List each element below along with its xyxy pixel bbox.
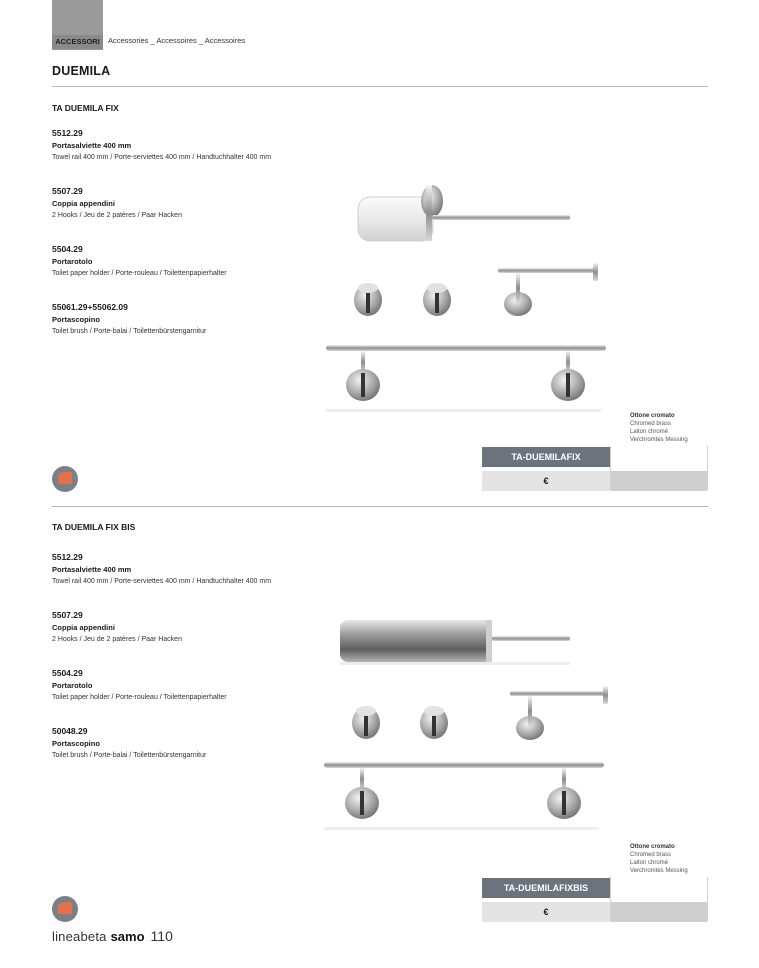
table-divider — [707, 446, 708, 490]
list-item — [52, 668, 352, 701]
item-name: Coppia appendini — [52, 199, 115, 208]
finish-fr: Laiton chromé — [630, 429, 669, 435]
item-code: 55061.29+55062.09 — [52, 302, 128, 312]
item-code: 5507.29 — [52, 610, 83, 620]
item-description: Towel rail 400 mm / Porte-serviettes 400 mm / Handtuchhalter 400 mm — [52, 154, 272, 161]
item-name: Portasalviette 400 mm — [52, 141, 132, 150]
category-subtitle: Accessories _ Accessoires _ Accessoires — [108, 36, 246, 45]
price-cell: € — [482, 471, 610, 491]
item-name: Portarotolo — [52, 257, 93, 266]
finish-title: Ottone cromato — [630, 413, 675, 419]
item-code: 5504.29 — [52, 668, 83, 678]
product-image-fix — [320, 175, 620, 420]
set-code-header: TA-DUEMILAFIX — [482, 447, 610, 467]
finish-de: Verchromtes Messing — [630, 437, 688, 443]
finish-fr: Laiton chromé — [630, 860, 669, 866]
table-divider — [707, 877, 708, 921]
brand-samo: samo — [110, 929, 145, 944]
section-title-2: TA DUEMILA FIX BIS — [52, 522, 136, 532]
item-code: 5512.29 — [52, 552, 83, 562]
list-item — [52, 302, 352, 335]
item-description: 2 Hooks / Jeu de 2 patères / Paar Hacken — [52, 636, 182, 643]
list-item — [52, 726, 352, 759]
brand-badge-icon — [52, 896, 78, 922]
section-title-1: TA DUEMILA FIX — [52, 103, 119, 113]
item-name: Portasalviette 400 mm — [52, 565, 132, 574]
item-description: Toilet paper holder / Porte-rouleau / Toilettenpapierhalter — [52, 694, 227, 701]
finish-de: Verchromtes Messing — [630, 868, 688, 874]
item-description: 2 Hooks / Jeu de 2 patères / Paar Hacken — [52, 212, 182, 219]
list-item — [52, 244, 352, 277]
finish-title: Ottone cromato — [630, 844, 675, 850]
item-description: Towel rail 400 mm / Porte-serviettes 400 mm / Handtuchhalter 400 mm — [52, 578, 272, 585]
item-name: Portarotolo — [52, 681, 93, 690]
list-item — [52, 186, 352, 219]
brand-lineabeta: lineabeta — [52, 929, 107, 944]
item-code: 5507.29 — [52, 186, 83, 196]
item-code: 5512.29 — [52, 128, 83, 138]
set-code-header: TA-DUEMILAFIXBIS — [482, 878, 610, 898]
list-item — [52, 128, 352, 161]
list-item — [52, 610, 352, 643]
title-divider — [52, 86, 708, 87]
category-label: ACCESSORI — [52, 35, 103, 49]
item-description: Toilet brush / Porte-balai / Toilettenbürstengarnitur — [52, 752, 207, 759]
finish-info — [630, 412, 688, 444]
item-name: Coppia appendini — [52, 623, 115, 632]
item-name: Portascopino — [52, 315, 100, 324]
page-title: DUEMILA — [52, 64, 111, 78]
item-code: 50048.29 — [52, 726, 88, 736]
price-value-cell — [611, 471, 707, 491]
item-code: 5504.29 — [52, 244, 83, 254]
list-item — [52, 552, 352, 585]
price-cell: € — [482, 902, 610, 922]
footer-brand — [52, 928, 173, 944]
item-description: Toilet paper holder / Porte-rouleau / Toilettenpapierhalter — [52, 270, 227, 277]
finish-en: Chromed brass — [630, 852, 672, 858]
finish-en: Chromed brass — [630, 421, 672, 427]
item-description: Toilet brush / Porte-balai / Toilettenbürstengarnitur — [52, 328, 207, 335]
product-image-fix-bis — [320, 608, 620, 838]
item-name: Portascopino — [52, 739, 100, 748]
brand-badge-icon — [52, 466, 78, 492]
page-number: 110 — [150, 928, 173, 944]
finish-info — [630, 843, 688, 875]
price-value-cell — [611, 902, 707, 922]
section-divider — [52, 506, 708, 507]
